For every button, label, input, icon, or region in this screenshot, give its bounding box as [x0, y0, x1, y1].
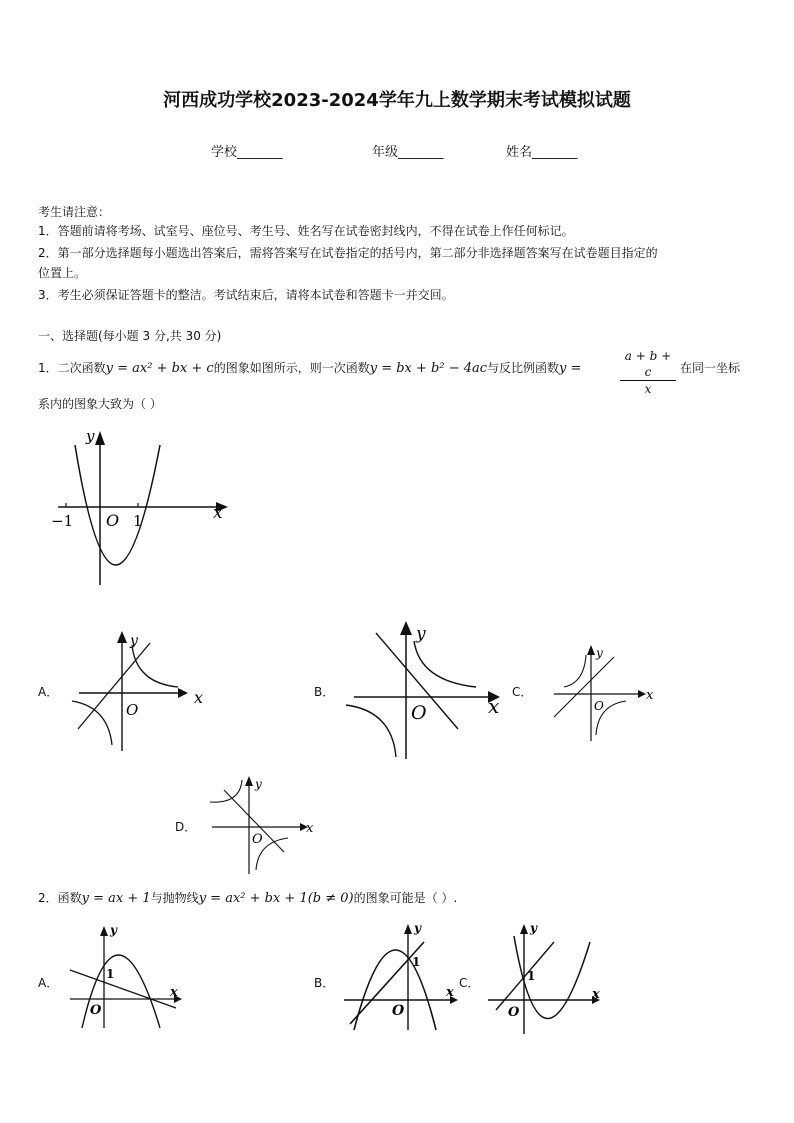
page-title: 河西成功学校2023-2024学年九上数学期末考试模拟试题 — [163, 90, 631, 111]
grade-field[interactable]: 年级_______ — [372, 145, 444, 160]
notice-item-3: 3．考生必须保证答题卡的整洁。考试结束后，请将本试卷和答题卡一并交回。 — [38, 288, 454, 302]
origin-label: O — [594, 699, 604, 713]
y-axis-arrow-icon — [404, 924, 412, 934]
y-label: y — [110, 923, 117, 937]
hyperbola-branch-upper — [414, 641, 476, 687]
x-label: x — [446, 985, 454, 1000]
y-axis-arrow-icon — [117, 631, 127, 643]
q2-option-b-label[interactable]: B． — [314, 976, 335, 990]
q2-option-a-label[interactable]: A． — [38, 976, 59, 990]
x-label: x — [592, 987, 600, 1002]
x-axis-arrow-icon — [178, 688, 188, 698]
q1-text-a: 二次函数 — [57, 361, 106, 375]
q1-fraction — [620, 348, 676, 397]
name-field[interactable]: 姓名_______ — [506, 145, 578, 160]
minus-one-label: −1 — [51, 512, 74, 530]
y-label: y — [414, 921, 421, 935]
y-axis-arrow-icon — [520, 924, 528, 934]
one-label: 1 — [133, 512, 143, 530]
origin-label: O — [90, 1003, 102, 1018]
q2-option-c-graph[interactable] — [486, 918, 608, 1036]
q1-y-equals: y = — [559, 361, 582, 376]
q1-text-b: 的图象如图所示，则一次函数 — [213, 361, 370, 375]
q1-fraction-numerator: a + b + c — [620, 348, 676, 381]
origin-label: O — [411, 702, 427, 724]
parabola-curve — [514, 936, 590, 1019]
y-axis-arrow-icon — [400, 621, 412, 635]
y-label: y — [530, 921, 537, 935]
origin-label: O — [508, 1005, 520, 1020]
q2-line1 — [38, 889, 457, 908]
notice-heading: 考生请注意： — [38, 205, 111, 219]
school-field[interactable]: 学校_______ — [211, 145, 283, 160]
parabola-curve — [75, 445, 160, 565]
one-label: 1 — [527, 969, 536, 983]
x-label: x — [170, 985, 178, 1000]
hyperbola-branch-upper-left — [564, 655, 586, 687]
x-label: x — [306, 821, 314, 836]
q2-parabola-expr: y = ax² + bx + 1(b ≠ 0) — [198, 891, 354, 906]
x-label: x — [646, 688, 654, 703]
q1-option-a-label[interactable]: A． — [38, 685, 59, 699]
section-heading: 一、选择题(每小题 3 分,共 30 分) — [38, 329, 222, 343]
hyperbola-branch-upper-left — [210, 780, 242, 802]
notice-item-2: 2．第一部分选择题每小题选出答案后，需将答案写在试卷指定的括号内，第二部分非选择题答案写在试卷题目指定的 — [38, 246, 658, 260]
q1-option-d-graph[interactable] — [204, 772, 322, 877]
q1-option-b-graph[interactable] — [340, 617, 510, 762]
y-axis-arrow-icon — [95, 431, 105, 445]
y-label: y — [596, 646, 603, 660]
q1-text-c: 与反比例函数 — [487, 361, 560, 375]
linear-line — [78, 643, 150, 729]
q1-linear-expr: y = bx + b² − 4ac — [369, 361, 488, 376]
q2-option-b-graph[interactable] — [340, 920, 465, 1032]
one-label: 1 — [412, 955, 421, 969]
q1-option-b-label[interactable]: B． — [314, 685, 335, 699]
y-axis-arrow-icon — [587, 645, 595, 655]
notice-item-2-cont: 位置上。 — [38, 266, 87, 280]
q2-text-c: 的图象可能是（ ）. — [353, 891, 458, 905]
one-label: 1 — [106, 967, 115, 981]
q1-option-a-graph[interactable] — [64, 627, 214, 755]
q2-text-b: 与抛物线 — [150, 891, 199, 905]
hyperbola-branch-upper — [132, 645, 178, 687]
x-label: x — [194, 688, 204, 707]
q1-parabola-graph — [48, 425, 238, 590]
q2-option-a-graph[interactable] — [66, 922, 196, 1030]
x-axis-arrow-icon — [638, 690, 646, 698]
x-label: x — [488, 694, 500, 718]
q1-text-e: 系内的图象大致为（ ） — [38, 397, 162, 411]
q1-number: 1． — [38, 361, 58, 375]
q1-option-c-graph[interactable] — [548, 643, 658, 743]
origin-label: O — [252, 832, 263, 847]
q1-option-d-label[interactable]: D． — [175, 820, 197, 834]
origin-label: O — [392, 1003, 405, 1019]
q1-line1 — [38, 359, 581, 378]
origin-label: O — [106, 511, 120, 530]
q2-text-a: 函数 — [57, 891, 82, 905]
notice-item-1: 1．答题前请将考场、试室号、座位号、考生号、姓名写在试卷密封线内，不得在试卷上作任何标记。 — [38, 224, 574, 238]
hyperbola-branch-lower — [72, 701, 112, 745]
q1-quadratic-expr: y = ax² + bx + c — [105, 361, 214, 376]
y-label: y — [130, 633, 138, 649]
hyperbola-branch-lower — [346, 705, 396, 757]
y-label: y — [86, 427, 95, 445]
q1-fraction-denominator: x — [644, 382, 652, 396]
q2-option-c-label[interactable]: C． — [459, 976, 480, 990]
q1-option-c-label[interactable]: C． — [512, 685, 533, 699]
x-label: x — [213, 503, 223, 523]
y-label: y — [255, 777, 262, 791]
q1-text-d: 在同一坐标 — [680, 361, 741, 375]
origin-label: O — [126, 701, 139, 719]
q2-linear-expr: y = ax + 1 — [81, 891, 151, 906]
y-axis-arrow-icon — [100, 926, 108, 936]
y-label: y — [416, 624, 426, 644]
y-axis-arrow-icon — [245, 776, 253, 786]
q2-number: 2． — [38, 891, 58, 905]
linear-line — [70, 970, 176, 1008]
